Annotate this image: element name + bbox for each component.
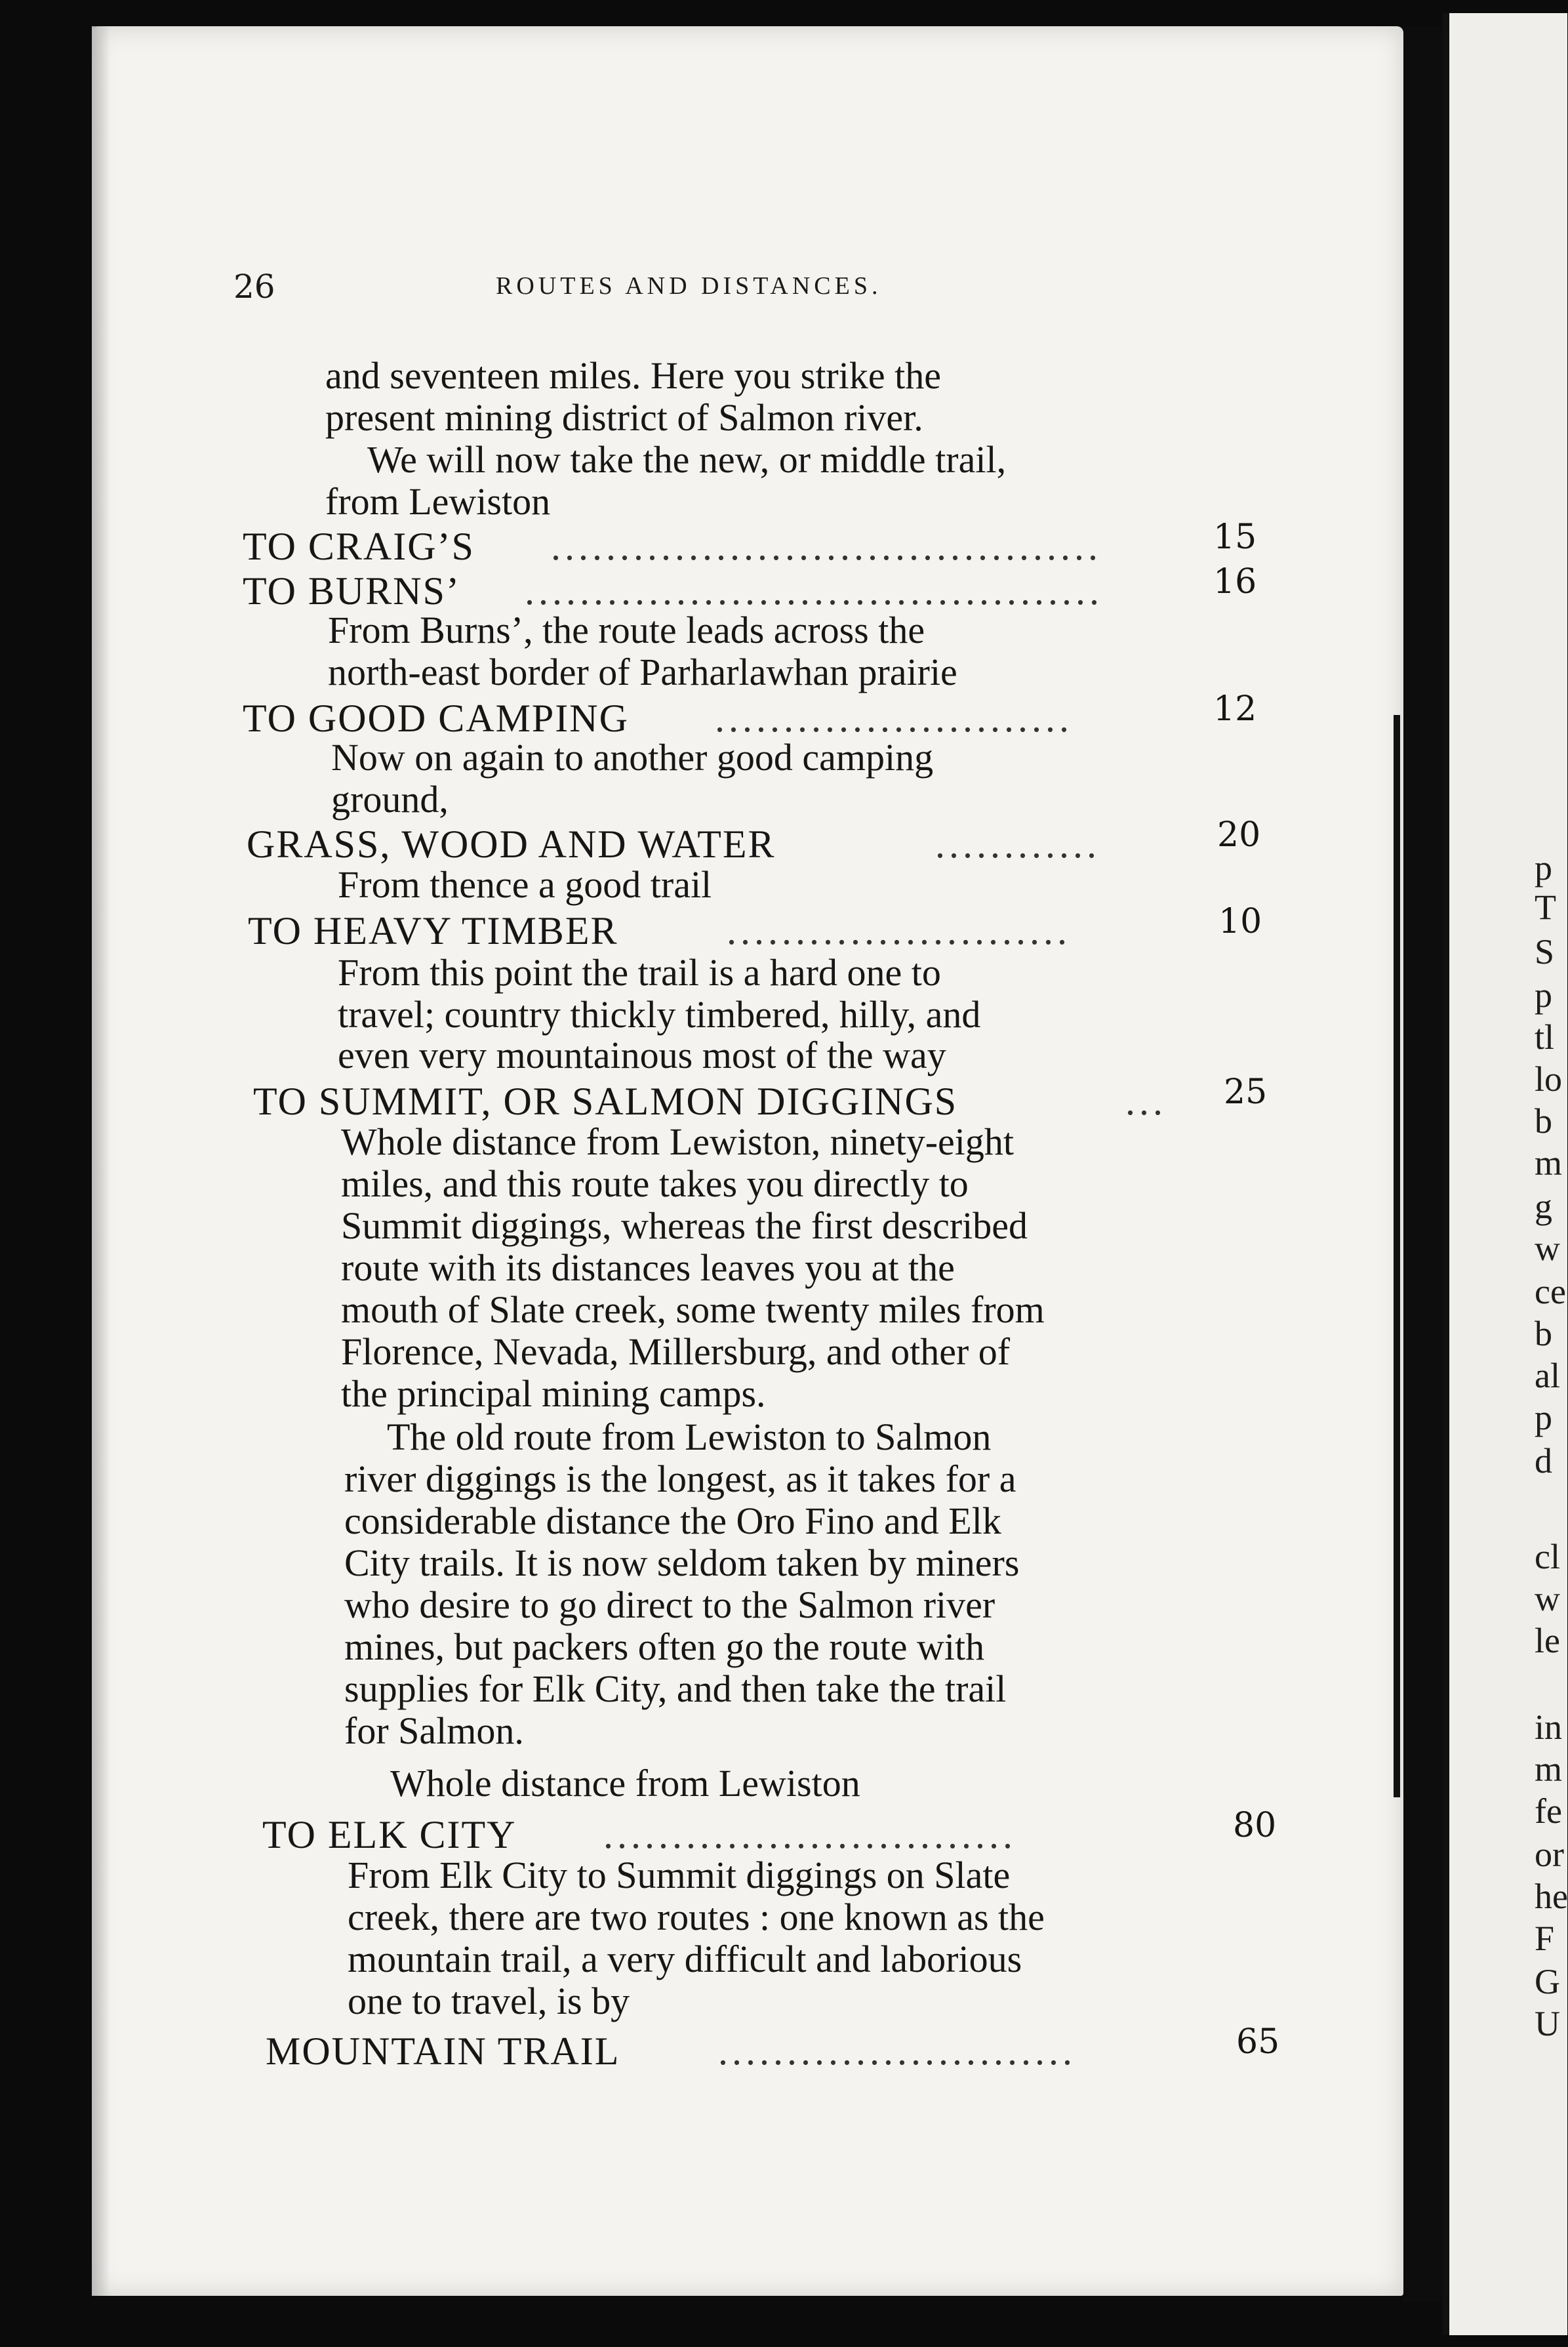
right-page-fragment: p (1535, 1398, 1552, 1437)
text-line: The old route from Lewiston to Salmon (387, 1416, 992, 1458)
right-page-fragment: fe (1535, 1791, 1562, 1831)
leader-dots: ......................... (727, 909, 1071, 952)
text-line: mines, but packers often go the route with (344, 1625, 985, 1668)
text-line: Now on again to another good camping (331, 736, 934, 779)
route-miles: 16 (1213, 562, 1257, 602)
text-line: and seventeen miles. Here you strike the (325, 354, 941, 397)
leader-dots: ... (1125, 1080, 1167, 1123)
right-page-fragment: F (1535, 1919, 1555, 1958)
right-page-fragment: cl (1535, 1537, 1560, 1576)
text-line: mouth of Slate creek, some twenty miles from (341, 1288, 1045, 1331)
right-page-fragment: d (1535, 1441, 1552, 1480)
route-miles: 80 (1233, 1806, 1277, 1845)
route-entry-grass-wood-water (247, 815, 1261, 867)
route-miles: 25 (1224, 1072, 1268, 1112)
right-page-fragment: U (1535, 2004, 1560, 2043)
route-miles: 15 (1213, 518, 1257, 557)
page-header (233, 268, 1020, 307)
book-spine (1403, 26, 1443, 2302)
right-page-fragment: le (1535, 1621, 1560, 1660)
right-page-fragment: w (1535, 1229, 1560, 1268)
route-entry-mountain-trail (266, 2022, 1280, 2074)
text-line: travel; country thickly timbered, hilly, and (338, 993, 981, 1036)
right-page-fragment: ce (1535, 1272, 1566, 1311)
page-edge-shadow (92, 26, 110, 2296)
text-line: Florence, Nevada, Millersburg, and other of (341, 1330, 1011, 1373)
route-name: TO GOOD CAMPING (243, 697, 629, 740)
text-line: From Burns’, the route leads across the (328, 609, 925, 651)
right-page-fragment: G (1535, 1962, 1560, 2001)
spine-binding-line (1394, 715, 1400, 1797)
text-line: ground, (331, 778, 449, 821)
text-line: north-east border of Parharlawhan prairie (328, 651, 957, 693)
route-entry-craigs (243, 518, 1257, 569)
right-page-fragment: al (1535, 1356, 1560, 1395)
leader-dots: .......................... (718, 2030, 1076, 2073)
route-name: MOUNTAIN TRAIL (266, 2030, 620, 2073)
text-line: route with its distances leaves you at the (341, 1246, 955, 1289)
route-name: TO BURNS’ (243, 569, 460, 613)
right-page-fragment: p (1535, 848, 1552, 888)
running-head-title: ROUTES AND DISTANCES. (496, 272, 882, 300)
leader-dots: ........................................ (551, 525, 1102, 568)
leader-dots: ............ (935, 823, 1100, 866)
text-line: the principal mining camps. (341, 1372, 766, 1415)
route-name: TO SUMMIT, OR SALMON DIGGINGS (253, 1080, 958, 1123)
route-miles: 20 (1217, 815, 1261, 855)
route-miles: 12 (1213, 689, 1257, 729)
text-line: from Lewiston (325, 480, 551, 523)
route-name: TO CRAIG’S (243, 525, 475, 568)
route-entry-burns (243, 562, 1257, 614)
text-line: supplies for Elk City, and then take the trail (344, 1667, 1007, 1710)
text-line: From Elk City to Summit diggings on Slate (348, 1854, 1011, 1896)
route-entry-heavy-timber (248, 902, 1262, 954)
right-page-fragment: p (1535, 975, 1552, 1015)
right-page-fragment: m (1535, 1749, 1563, 1789)
right-page-fragment: b (1535, 1101, 1552, 1141)
route-miles: 65 (1236, 2022, 1280, 2062)
right-page-fragment: T (1535, 888, 1556, 927)
text-line: City trails. It is now seldom taken by miners (344, 1541, 1020, 1584)
route-entry-elk-city (262, 1806, 1277, 1858)
route-name: GRASS, WOOD AND WATER (247, 823, 776, 866)
right-page-fragment: S (1535, 932, 1555, 971)
text-line: creek, there are two routes : one known as the (348, 1896, 1045, 1938)
text-line: miles, and this route takes you directly to (341, 1162, 969, 1205)
right-page-fragment: lo (1535, 1059, 1563, 1099)
right-page-fragment: or (1535, 1835, 1564, 1874)
text-line: considerable distance the Oro Fino and Elk (344, 1500, 1001, 1542)
text-line: who desire to go direct to the Salmon river (344, 1583, 995, 1626)
route-miles: 10 (1218, 902, 1262, 941)
right-page-fragment: w (1535, 1579, 1560, 1618)
right-page-fragment: b (1535, 1314, 1552, 1353)
leader-dots: .......................................... (525, 569, 1103, 613)
page-number: 26 (233, 268, 275, 306)
route-name: TO ELK CITY (262, 1813, 517, 1856)
text-line: From this point the trail is a hard one to (338, 951, 941, 994)
route-entry-good-camping (243, 689, 1257, 741)
right-page-fragment: tl (1535, 1017, 1555, 1057)
right-page-fragment: he (1535, 1877, 1568, 1916)
text-line: We will now take the new, or middle trail, (367, 438, 1007, 481)
text-line: present mining district of Salmon river. (325, 396, 923, 439)
leader-dots: .............................. (603, 1813, 1016, 1856)
leader-dots: .......................... (715, 697, 1073, 740)
right-page-fragment: g (1535, 1187, 1552, 1226)
text-line: mountain trail, a very difficult and laborious (348, 1938, 1022, 1980)
text-line: Summit diggings, whereas the first described (341, 1204, 1028, 1247)
route-entry-summit-salmon-diggings (253, 1072, 1268, 1124)
text-line: one to travel, is by (348, 1980, 630, 2022)
text-line: Whole distance from Lewiston (390, 1762, 860, 1805)
text-line: river diggings is the longest, as it takes for a (344, 1458, 1016, 1500)
right-page-fragment: in (1535, 1707, 1563, 1747)
text-line: for Salmon. (344, 1709, 524, 1752)
text-line: even very mountainous most of the way (338, 1034, 946, 1076)
text-line: From thence a good trail (338, 863, 712, 906)
right-page-fragment: m (1535, 1143, 1563, 1183)
text-line: Whole distance from Lewiston, ninety-eight (341, 1120, 1014, 1163)
route-name: TO HEAVY TIMBER (248, 909, 618, 952)
